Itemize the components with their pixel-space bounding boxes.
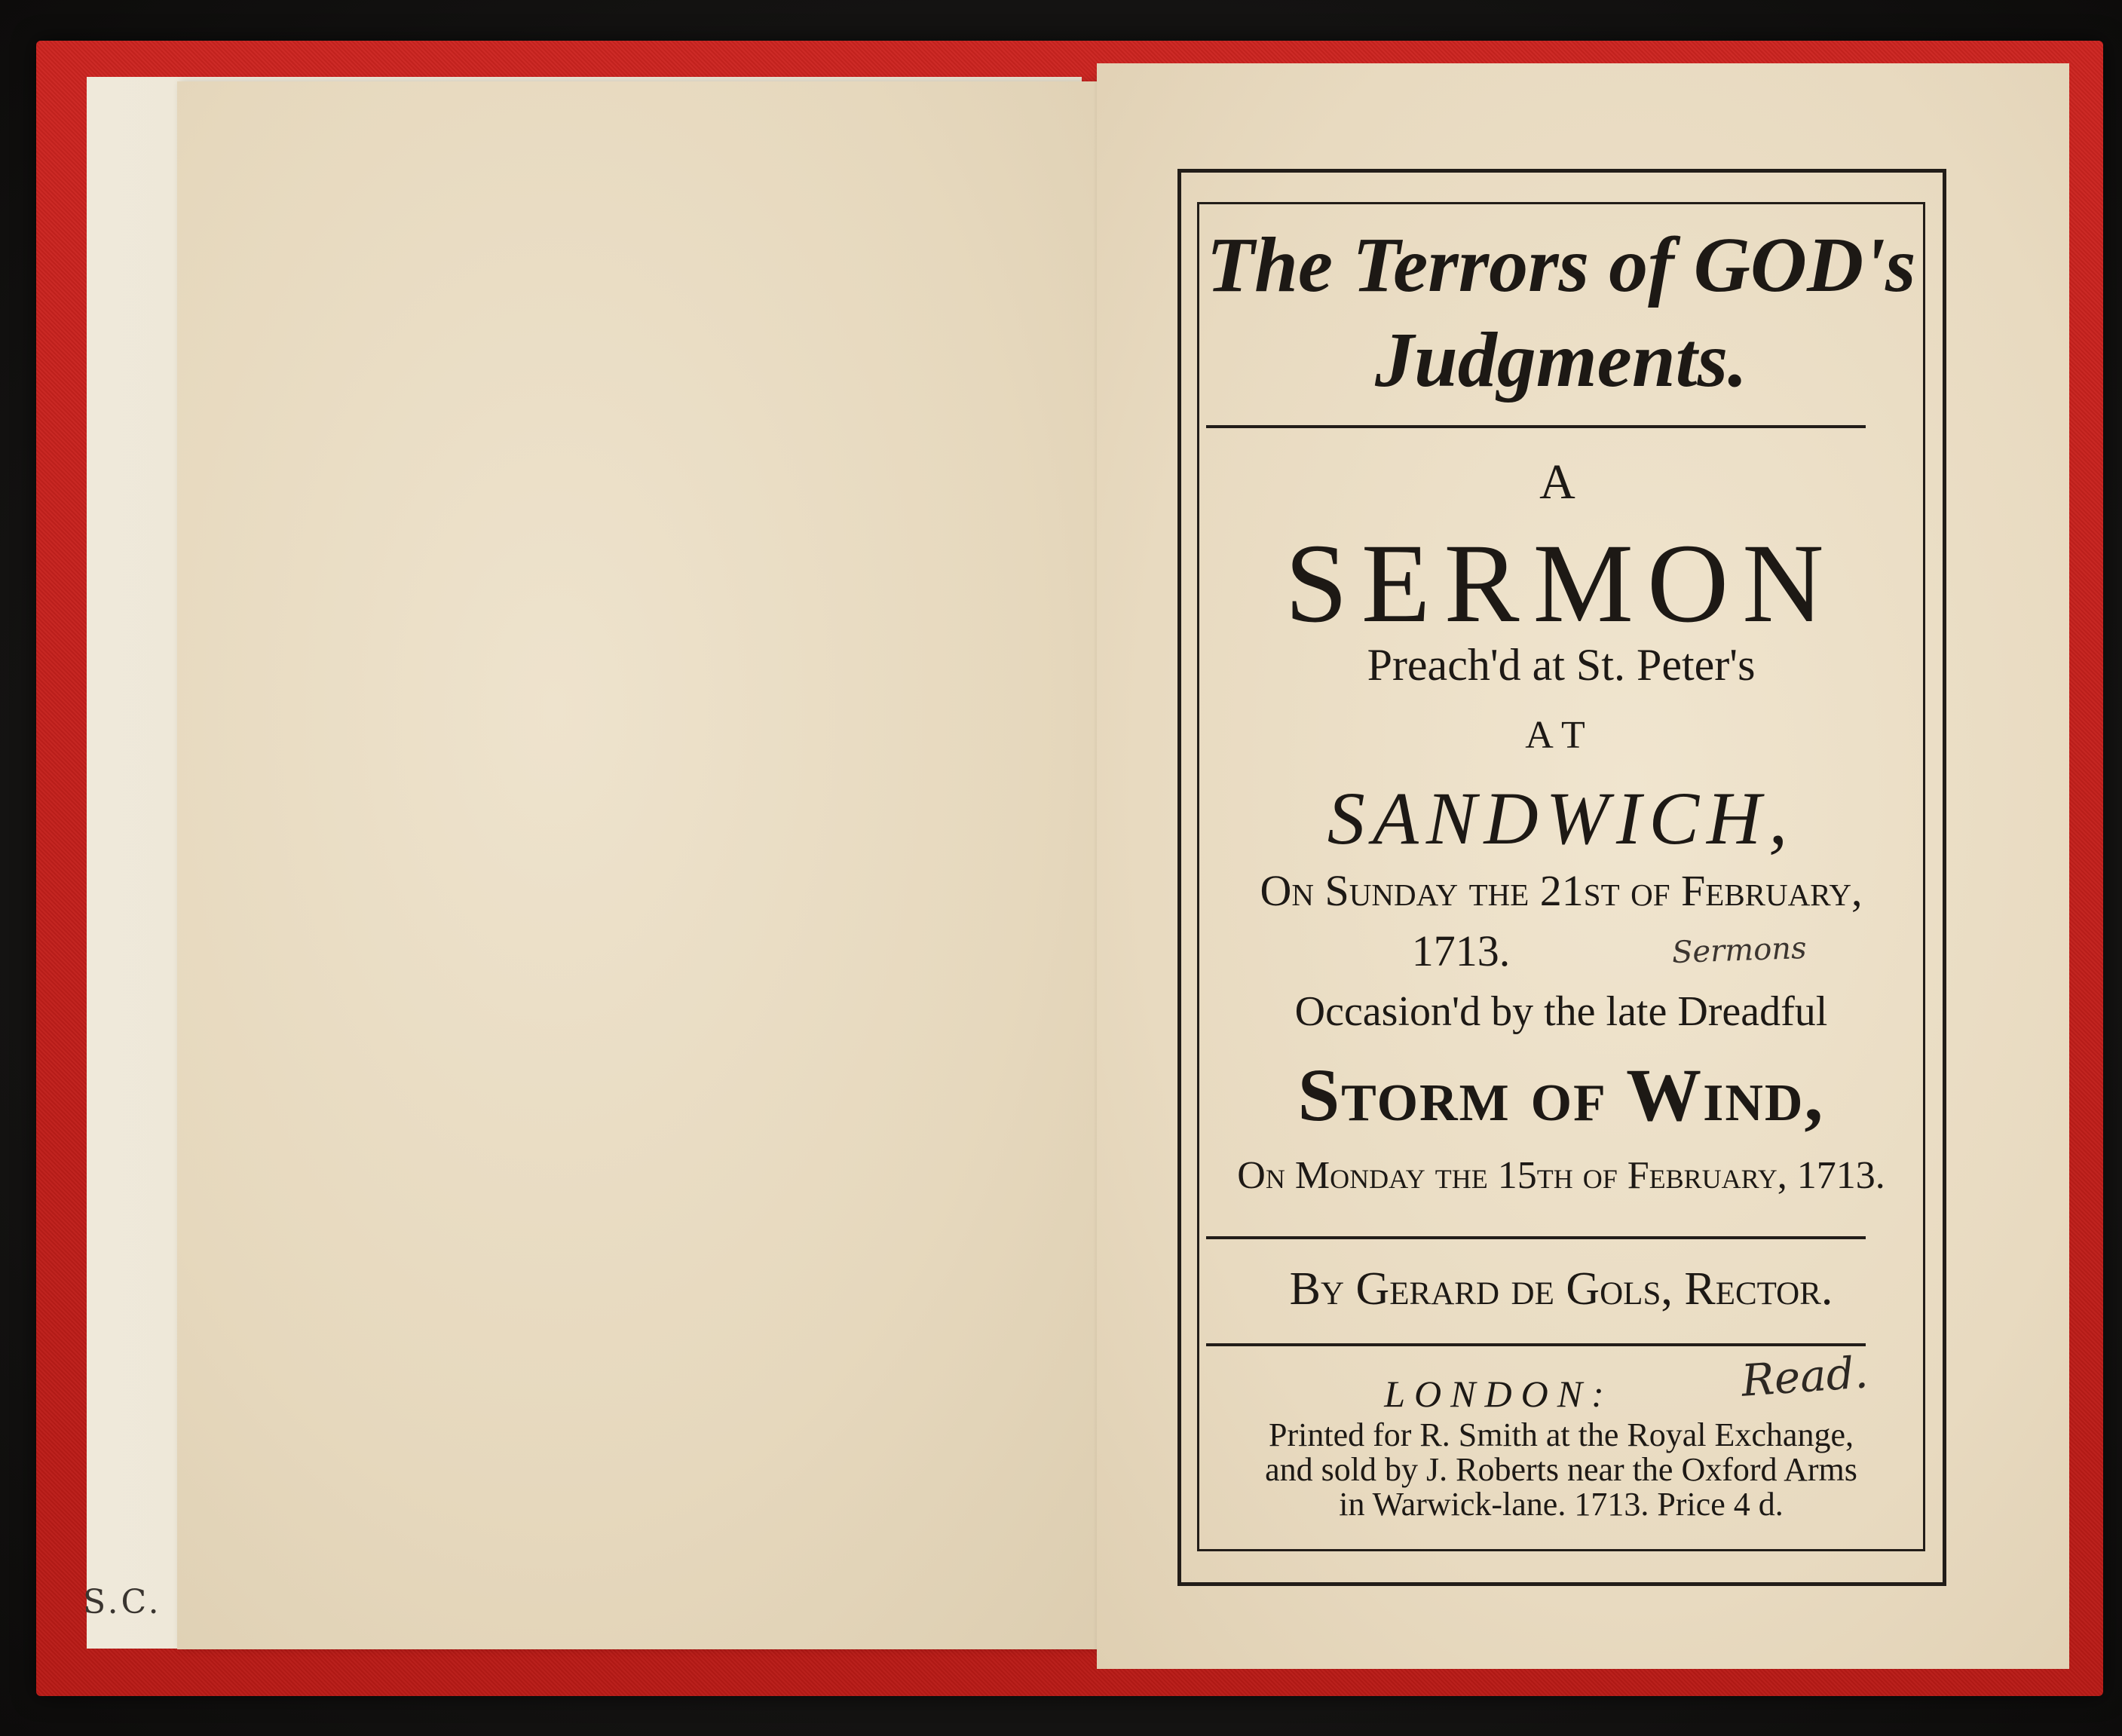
rule-divider (1206, 425, 1866, 428)
article-a: A (1539, 455, 1583, 510)
event-heading: Storm of Wind, (1297, 1053, 1825, 1137)
preached-line: Preach'd at St. Peter's (1367, 640, 1756, 690)
title-line-1: The Terrors of GOD's (1206, 222, 1916, 308)
shelfmark-note: S.C. (83, 1583, 162, 1621)
rule-divider (1206, 1343, 1866, 1346)
imprint-line-3: in Warwick-lane. 1713. Price 4 d. (1339, 1486, 1784, 1523)
at-line: AT (1525, 714, 1597, 757)
author-line: By Gerard de Gols, Rector. (1289, 1263, 1833, 1315)
handwritten-sermons-note: Sermons (1671, 930, 1808, 971)
event-date-line: On Monday the 15th of February, 1713. (1237, 1154, 1885, 1197)
imprint-line-1: Printed for R. Smith at the Royal Exchange, (1269, 1416, 1854, 1453)
title-line-2: Judgments. (1374, 317, 1748, 403)
blank-flyleaf (177, 81, 1119, 1649)
rule-divider (1206, 1236, 1866, 1239)
place-line: SANDWICH, (1327, 776, 1796, 860)
occasion-line: Occasion'd by the late Dreadful (1294, 988, 1828, 1035)
imprint-line-2: and sold by J. Roberts near the Oxford Arms (1265, 1451, 1857, 1488)
sermon-heading: SERMON (1285, 521, 1838, 646)
handwritten-read-note: Read. (1739, 1346, 1870, 1407)
sermon-year: 1713. (1411, 926, 1511, 975)
imprint-city: LONDON: (1384, 1373, 1613, 1415)
sermon-date-line: On Sunday the 21st of February, (1260, 866, 1863, 915)
